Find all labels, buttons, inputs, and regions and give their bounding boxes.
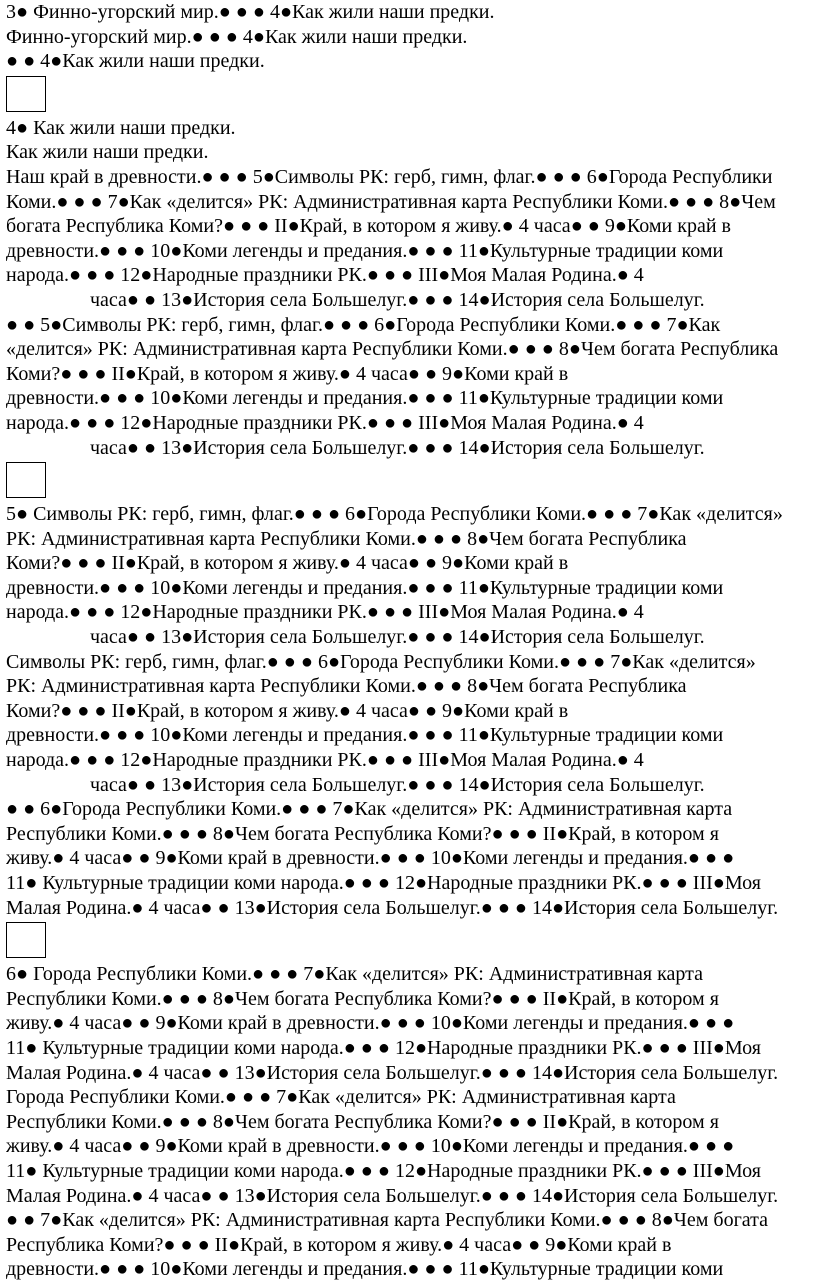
text-line: народа.● ● ● 12●Народные праздники РК.● ● ● III●Моя Малая Родина.● 4 — [6, 749, 644, 772]
text-line: РК: Административная карта Республики Коми.● ● ● 8●Чем богата Республика — [6, 675, 687, 698]
text-line: Малая Родина.● 4 часа● ● 13●История села Большелуг.● ● ● 14●История села Большелуг. — [6, 896, 779, 919]
text-line: живу.● 4 часа● ● 9●Коми край в древности.● ● ● 10●Коми легенды и предания.● ● ● — [6, 1012, 735, 1035]
text-line: Республики Коми.● ● ● 8●Чем богата Республика Коми?● ● ● II●Край, в котором я — [6, 987, 719, 1010]
text-line: Коми?● ● ● II●Край, в котором я живу.● 4 часа● ● 9●Коми край в — [6, 699, 569, 722]
text-line: 11● Культурные традиции коми народа.● ● ● 12●Народные праздники РК.● ● ● III●Моя — [6, 1159, 761, 1182]
text-line: 11● Культурные традиции коми народа.● ● ● 12●Народные праздники РК.● ● ● III●Моя — [6, 872, 761, 894]
text-line: Республика Коми?● ● ● II●Край, в котором я живу.● 4 часа● ● 9●Коми край в — [6, 1233, 672, 1256]
text-line: 11● Культурные традиции коми народа.● ● ● 12●Народные праздники РК.● ● ● III●Моя — [6, 1036, 761, 1059]
empty-frame — [6, 922, 46, 958]
text-line: древности.● ● ● 10●Коми легенды и предания.● ● ● 11●Культурные традиции коми — [6, 1258, 724, 1281]
text-line: ● ● 4●Как жили наши предки. — [6, 50, 265, 73]
text-line: Города Республики Коми.● ● ● 7●Как «делится» РК: Административная карта — [6, 1086, 676, 1109]
text-line: Коми?● ● ● II●Край, в котором я живу.● 4 часа● ● 9●Коми край в — [6, 552, 569, 575]
text-line: народа.● ● ● 12●Народные праздники РК.● ● ● III●Моя Малая Родина.● 4 — [6, 601, 644, 624]
text-line: Коми?● ● ● II●Край, в котором я живу.● 4 часа● ● 9●Коми край в — [6, 362, 569, 385]
text-line: часа● ● 13●История села Большелуг.● ● ● 14●История села Большелуг. — [90, 626, 705, 649]
text-line: богата Республика Коми?● ● ● II●Край, в котором я живу.● 4 часа● ● 9●Коми край в — [6, 215, 731, 238]
section-block — [6, 502, 810, 958]
text-line: древности.● ● ● 10●Коми легенды и предания.● ● ● 11●Культурные традиции коми — [6, 576, 724, 599]
text-line: живу.● 4 часа● ● 9●Коми край в древности.● ● ● 10●Коми легенды и предания.● ● ● — [6, 847, 735, 870]
text-line: часа● ● 13●История села Большелуг.● ● ● 14●История села Большелуг. — [90, 288, 705, 311]
text-line: 4● Как жили наши предки. — [6, 116, 236, 139]
text-line: ● ● 5●Символы РК: герб, гимн, флаг.● ● ● 6●Города Республики Коми.● ● ● 7●Как — [6, 313, 721, 336]
text-line: древности.● ● ● 10●Коми легенды и предания.● ● ● 11●Культурные традиции коми — [6, 387, 724, 410]
text-line: ● ● 6●Города Республики Коми.● ● ● 7●Как «делится» РК: Административная карта — [6, 798, 733, 821]
text-line: 6● Города Республики Коми.● ● ● 7●Как «делится» РК: Административная карта — [6, 963, 703, 986]
text-line: часа● ● 13●История села Большелуг.● ● ● 14●История села Большелуг. — [90, 773, 705, 796]
text-line: Коми.● ● ● 7●Как «делится» РК: Административная карта Республики Коми.● ● ● 8●Чем — [6, 190, 776, 213]
text-line: народа.● ● ● 12●Народные праздники РК.● ● ● III●Моя Малая Родина.● 4 — [6, 411, 644, 434]
text-line: древности.● ● ● 10●Коми легенды и предания.● ● ● 11●Культурные традиции коми — [6, 724, 724, 747]
text-line: часа● ● 13●История села Большелуг.● ● ● 14●История села Большелуг. — [90, 436, 705, 459]
text-line: Республики Коми.● ● ● 8●Чем богата Республика Коми?● ● ● II●Край, в котором я — [6, 1110, 719, 1133]
section-block — [6, 0, 810, 112]
text-line: Как жили наши предки. — [6, 141, 209, 164]
text-line: Республики Коми.● ● ● 8●Чем богата Республика Коми?● ● ● II●Край, в котором я — [6, 822, 719, 845]
empty-frame — [6, 462, 46, 498]
text-line: Символы РК: герб, гимн, флаг.● ● ● 6●Города Республики Коми.● ● ● 7●Как «делится» — [6, 650, 756, 673]
text-line: Наш край в древности.● ● ● 5●Символы РК: герб, гимн, флаг.● ● ● 6●Города Республики — [6, 165, 773, 188]
section-block — [6, 962, 810, 1282]
section-block — [6, 116, 810, 498]
text-line: ● ● 7●Как «делится» РК: Административная карта Республики Коми.● ● ● 8●Чем богата — [6, 1209, 768, 1232]
text-line: живу.● 4 часа● ● 9●Коми край в древности.● ● ● 10●Коми легенды и предания.● ● ● — [6, 1135, 735, 1158]
text-line: «делится» РК: Административная карта Республики Коми.● ● ● 8●Чем богата Республика — [6, 338, 779, 361]
empty-frame — [6, 76, 46, 112]
text-line: древности.● ● ● 10●Коми легенды и предания.● ● ● 11●Культурные традиции коми — [6, 239, 724, 262]
text-line: Малая Родина.● 4 часа● ● 13●История села Большелуг.● ● ● 14●История села Большелуг. — [6, 1184, 779, 1207]
text-line: РК: Административная карта Республики Коми.● ● ● 8●Чем богата Республика — [6, 527, 687, 550]
document-page — [6, 0, 810, 1282]
text-line: Финно-угорский мир.● ● ● 4●Как жили наши предки. — [6, 25, 468, 48]
text-line: Малая Родина.● 4 часа● ● 13●История села Большелуг.● ● ● 14●История села Большелуг. — [6, 1061, 779, 1084]
text-line: 5● Символы РК: герб, гимн, флаг.● ● ● 6●Города Республики Коми.● ● ● 7●Как «делится» — [6, 503, 783, 526]
text-line: 3● Финно-угорский мир.● ● ● 4●Как жили наши предки. — [6, 1, 495, 23]
text-line: народа.● ● ● 12●Народные праздники РК.● ● ● III●Моя Малая Родина.● 4 — [6, 264, 644, 287]
